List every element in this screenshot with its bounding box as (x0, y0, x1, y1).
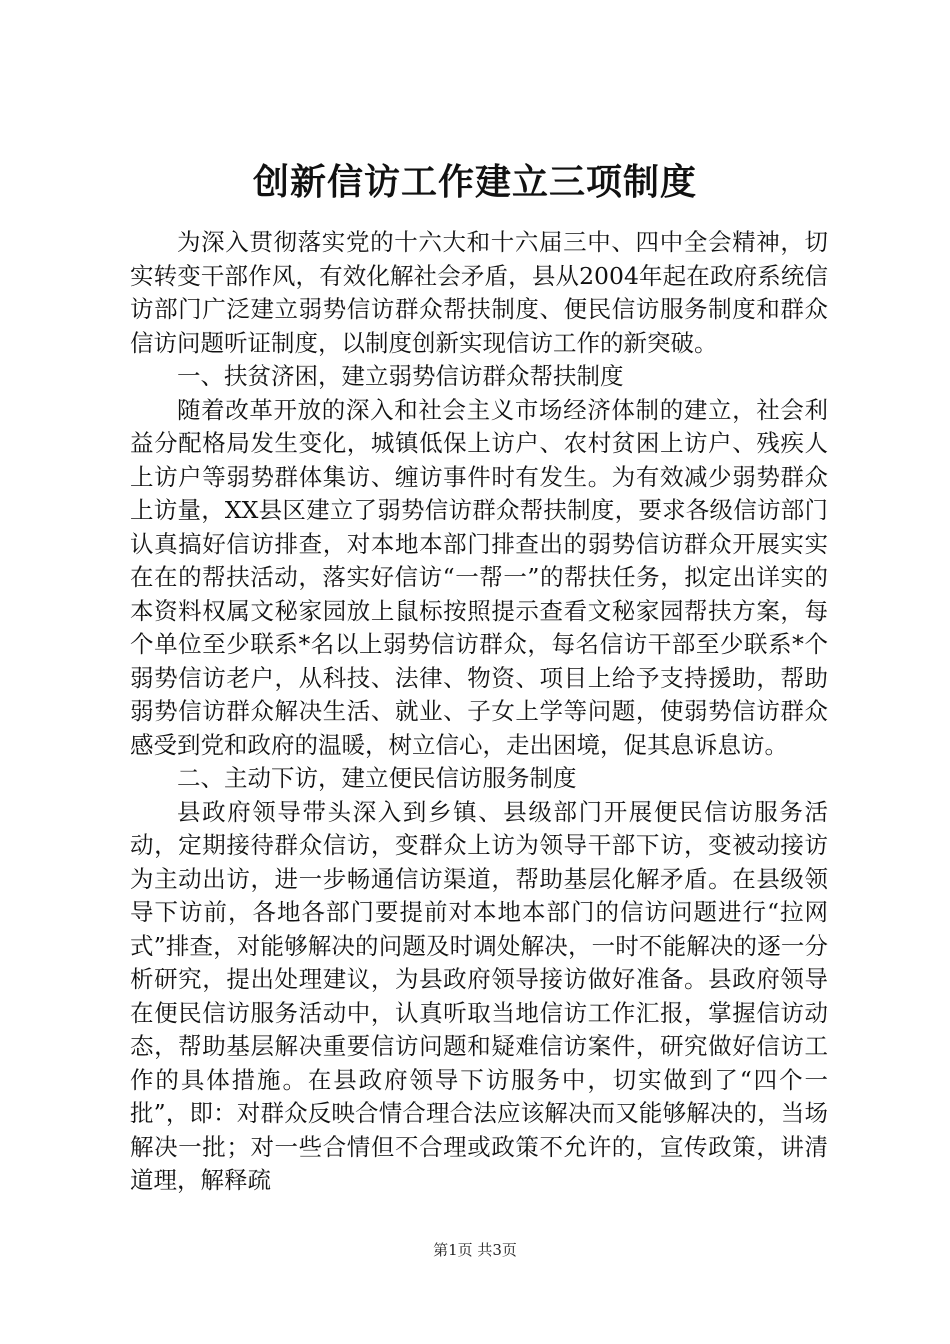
section-heading-2: 二、主动下访，建立便民信访服务制度 (177, 764, 577, 792)
document-title: 创新信访工作建立三项制度 (252, 161, 697, 203)
section-1-paragraph: 随着改革开放的深入和社会主义市场经济体制的建立，社会利益分配格局发生变化，城镇低保上访户、农村贫困上访户、残疾人上访户等弱势群体集访、缠访事件时有发生。为有效减少弱势群众上访量，XX县区建立了弱势信访群众帮扶制度，要求各级信访部门认真搞好信访排查，对本地本部门排查出的弱势信访群众开展实实在在的帮扶活动，落实好信访“一帮一”的帮扶任务，拟定出详实的本资料权属文秘家园放上鼠标按照提示查看文秘家园帮扶方案，每个单位至少联系*名以上弱势信访群众，每名信访干部至少联系*个弱势信访老户，从科技、法律、物资、项目上给予支持援助，帮助弱势信访群众解决生活、就业、子女上学等问题，使弱势信访群众感受到党和政府的温暖，树立信心，走出困境，促其息诉息访。 (130, 395, 828, 759)
page-number-footer: 第1页 共3页 (433, 1241, 517, 1259)
intro-paragraph: 为深入贯彻落实党的十六大和十六届三中、四中全会精神，切实转变干部作风，有效化解社会矛盾，县从2004年起在政府系统信访部门广泛建立弱势信访群众帮扶制度、便民信访服务制度和群众信访问题听证制度，以制度创新实现信访工作的新突破。 (130, 228, 828, 357)
section-heading-1: 一、扶贫济困，建立弱势信访群众帮扶制度 (177, 362, 624, 390)
document-body (130, 226, 828, 1198)
section-2-paragraph: 县政府领导带头深入到乡镇、县级部门开展便民信访服务活动，定期接待群众信访，变群众上访为领导干部下访，变被动接访为主动出访，进一步畅通信访渠道，帮助基层化解矛盾。在县级领导下访前，各地各部门要提前对本地本部门的信访问题进行“拉网式”排查，对能够解决的问题及时调处解决，一时不能解决的逐一分析研究，提出处理建议，为县政府领导接访做好准备。县政府领导在便民信访服务活动中，认真听取当地信访工作汇报，掌握信访动态，帮助基层解决重要信访问题和疑难信访案件，研究做好信访工作的具体措施。在县政府领导下访服务中，切实做到了“四个一批”，即：对群众反映合情合理合法应该解决而又能够解决的，当场解决一批；对一些合情但不合理或政策不允许的，宣传政策，讲清道理，解释疏 (130, 797, 828, 1194)
